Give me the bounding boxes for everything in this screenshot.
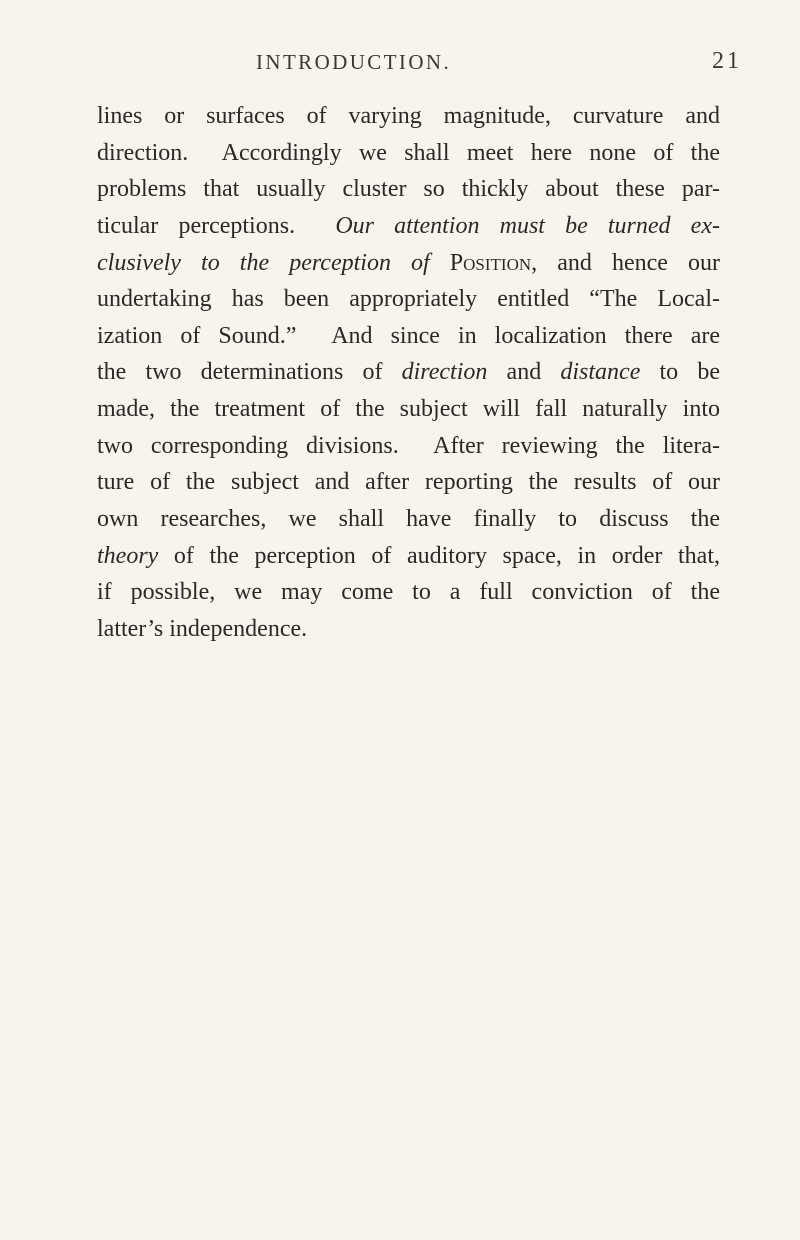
text-line [97, 464, 720, 501]
text-line [97, 538, 720, 575]
text-line [97, 208, 720, 245]
text-line [97, 611, 720, 648]
text-segment: ture of the subject and after reporting the results of our [97, 469, 720, 496]
text-line [97, 354, 720, 391]
text-line [97, 574, 720, 611]
text-segment: ization of Sound.” And since in localization there are [97, 322, 720, 349]
text-line [97, 171, 720, 208]
text-segment: lines or surfaces of varying magnitude, curvature and [97, 103, 720, 129]
text-line [97, 428, 720, 465]
text-segment: to be [640, 359, 720, 386]
text-segment: direction. Accordingly we shall meet here none of the [97, 139, 720, 166]
text-segment: made, the treatment of the subject will fall naturally into [97, 396, 720, 423]
text-segment: own researches, we shall have finally to discuss the [97, 506, 720, 533]
body-paragraph [97, 98, 720, 648]
text-segment: latter’s independence. [97, 615, 308, 642]
text-segment: the two determinations of [97, 359, 402, 386]
italic-text: distance [560, 359, 641, 386]
text-segment: if possible, we may come to a full conviction of the [97, 579, 720, 606]
text-segment: problems that usually cluster so thickly about these par- [97, 176, 720, 203]
italic-text: direction [401, 359, 488, 386]
page-number: 21 [712, 48, 742, 74]
text-line [97, 135, 720, 172]
running-title: INTRODUCTION. [256, 50, 452, 74]
text-line [97, 281, 720, 318]
text-segment: two corresponding divisions. After reviewing the litera- [97, 432, 720, 459]
text-segment: of the perception of auditory space, in order that, [158, 542, 720, 569]
text-segment: ticular perceptions. [97, 212, 336, 239]
text-segment: undertaking has been appropriately entitled “The Local- [97, 286, 720, 313]
running-head [0, 44, 800, 84]
text-line [97, 391, 720, 428]
italic-text: clusively to the perception of [97, 249, 450, 276]
italic-text: Our attention must be turned ex- [335, 212, 720, 239]
text-line [97, 501, 720, 538]
text-segment: , and hence our [531, 249, 720, 276]
text-line [97, 98, 720, 135]
text-line [97, 245, 720, 282]
small-caps-text: Position [449, 249, 532, 276]
text-segment: and [487, 359, 561, 386]
italic-text: theory [97, 542, 159, 569]
text-line [97, 318, 720, 355]
